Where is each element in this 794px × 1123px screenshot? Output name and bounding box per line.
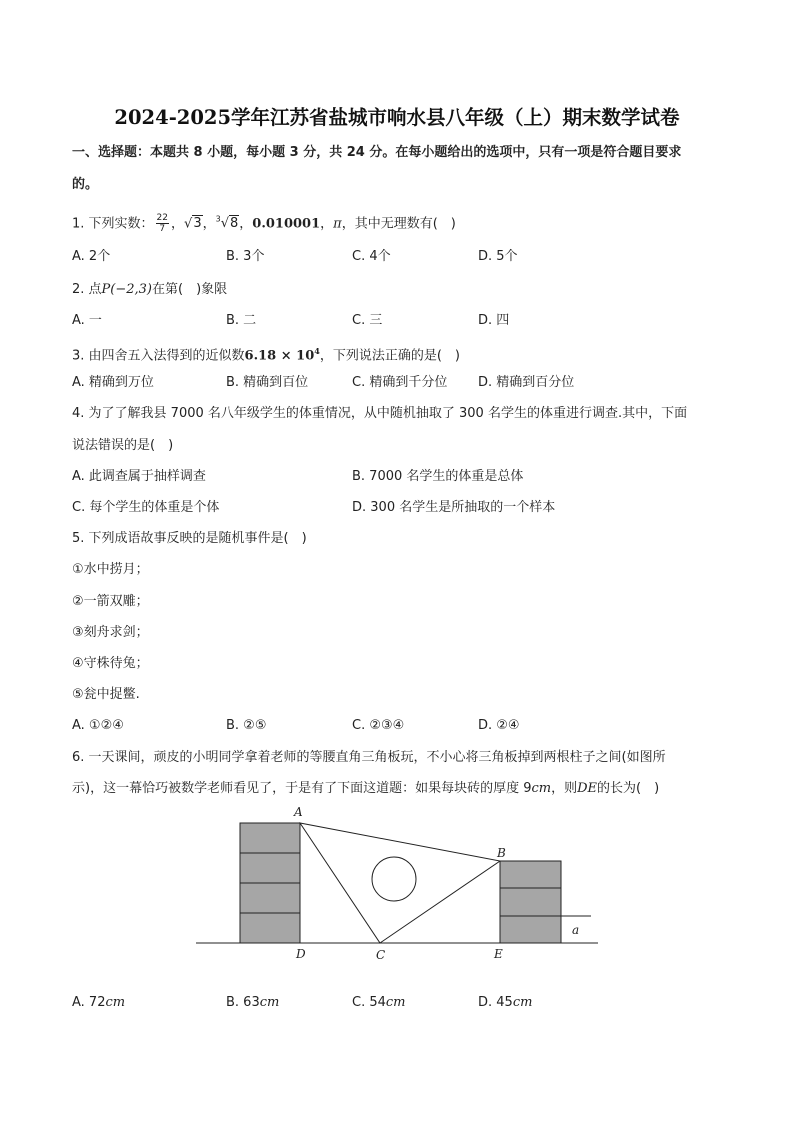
q4-option-c: C. 每个学生的体重是个体 bbox=[72, 500, 220, 515]
right-pillar bbox=[500, 861, 561, 943]
q6-option-a-value: A. 72 bbox=[72, 995, 106, 1010]
right-brick bbox=[500, 888, 561, 916]
approx-number: 6.18 × 10 bbox=[244, 348, 315, 364]
question-4-line1: 4. 为了了解我县 7000 名八年级学生的体重情况，从中随机抽取了 300 名学生的体重进行调查.其中，下面 bbox=[72, 406, 688, 421]
q6-option-c-value: C. 54 bbox=[352, 995, 386, 1010]
q2-option-a: A. 一 bbox=[72, 313, 102, 328]
right-brick bbox=[500, 916, 561, 943]
q6-option-b bbox=[226, 994, 279, 1012]
q6-option-b-value: B. 63 bbox=[226, 995, 260, 1010]
q4-option-a: A. 此调查属于抽样调查 bbox=[72, 469, 206, 484]
q1-option-b: B. 3个 bbox=[226, 249, 265, 264]
q1-prefix: 1. 下列实数： bbox=[72, 216, 154, 232]
q5-item-3: ③刻舟求剑； bbox=[72, 625, 149, 640]
left-brick bbox=[240, 853, 300, 883]
cube-root-8: $^3$√8 bbox=[215, 215, 239, 232]
q6-line2-text-c: 的长为( ) bbox=[597, 781, 660, 796]
q2-option-b: B. 二 bbox=[226, 313, 257, 328]
q3-option-c: C. 精确到千分位 bbox=[352, 375, 448, 390]
frac-denominator: 7 bbox=[159, 224, 166, 235]
q1-suffix: ，其中无理数有( ) bbox=[341, 216, 456, 232]
q5-option-b: B. ②⑤ bbox=[226, 718, 267, 733]
right-brick bbox=[500, 861, 561, 888]
q5-item-1: ①水中捞月； bbox=[72, 562, 149, 577]
q1-option-a: A. 2个 bbox=[72, 249, 111, 264]
question-6-line1: 6. 一天课间，顽皮的小明同学拿着老师的等腰直角三角板玩，不小心将三角板掉到两根柱子之间(如图所 bbox=[72, 750, 666, 765]
label-c: C bbox=[376, 948, 386, 962]
q3-option-d: D. 精确到百分位 bbox=[478, 375, 575, 390]
q6-option-c bbox=[352, 994, 406, 1012]
q6-unit: cm bbox=[531, 781, 552, 796]
q2-prefix: 2. 点 bbox=[72, 282, 102, 297]
label-e: E bbox=[494, 947, 503, 961]
question-4-line2: 说法错误的是( ) bbox=[72, 438, 174, 453]
approx-exponent: 4 bbox=[314, 346, 320, 356]
cbrt-index: 3 bbox=[215, 215, 221, 224]
label-d: D bbox=[296, 947, 306, 961]
q3-option-b: B. 精确到百位 bbox=[226, 375, 309, 390]
q5-item-2: ②一箭双雕； bbox=[72, 594, 149, 609]
question-5-stem: 5. 下列成语故事反映的是随机事件是( ) bbox=[72, 531, 307, 546]
sqrt-3: √3 bbox=[184, 216, 202, 232]
triangle-abc bbox=[300, 823, 500, 943]
q6-option-d bbox=[478, 994, 532, 1012]
label-b: B bbox=[497, 846, 506, 860]
left-brick bbox=[240, 883, 300, 913]
pi-symbol: π bbox=[333, 216, 342, 232]
q3-suffix: ，下列说法正确的是( ) bbox=[319, 348, 460, 364]
frac-numerator: 22 bbox=[156, 213, 168, 224]
question-1-stem: 1. 下列实数： $\frac{22}{7}$ ，√3，$^3$√8，0.010001，π，其中无理数有( ) bbox=[72, 213, 456, 235]
triangle-hole bbox=[372, 857, 416, 901]
q6-line2-text-a: 示)，这一幕恰巧被数学老师看见了，于是有了下面这道题：如果每块砖的厚度 9 bbox=[72, 781, 532, 796]
q5-item-5: ⑤瓮中捉鳖. bbox=[72, 687, 140, 702]
q6-option-a-unit: cm bbox=[105, 995, 126, 1010]
section-header-line2: 的。 bbox=[72, 177, 99, 192]
q4-option-d: D. 300 名学生是所抽取的一个样本 bbox=[352, 500, 556, 515]
section-header-line1: 一、选择题：本题共 8 小题，每小题 3 分，共 24 分。在每小题给出的选项中，只有一项是符合题目要求 bbox=[72, 145, 682, 160]
q1-option-c: C. 4个 bbox=[352, 249, 391, 264]
decimal-value: 0.010001 bbox=[252, 216, 321, 232]
q2-option-c: C. 三 bbox=[352, 313, 383, 328]
q2-option-d: D. 四 bbox=[478, 313, 510, 328]
q6-line2-text-b: ，则 bbox=[551, 781, 578, 796]
q6-segment-de: DE bbox=[577, 781, 598, 796]
point-p: P(−2,3) bbox=[101, 282, 153, 297]
left-pillar bbox=[240, 823, 300, 943]
q4-option-b: B. 7000 名学生的体重是总体 bbox=[352, 469, 524, 484]
q6-option-a bbox=[72, 994, 125, 1012]
q5-option-c: C. ②③④ bbox=[352, 718, 405, 733]
q5-option-d: D. ②④ bbox=[478, 718, 520, 733]
q5-option-a: A. ①②④ bbox=[72, 718, 124, 733]
label-a: A bbox=[294, 805, 303, 819]
page-title: 2024-2025学年江苏省盐城市响水县八年级（上）期末数学试卷 bbox=[114, 106, 680, 129]
left-brick bbox=[240, 913, 300, 943]
cbrt-radicand: 8 bbox=[230, 216, 239, 232]
q6-option-d-unit: cm bbox=[512, 995, 533, 1010]
q1-option-d: D. 5个 bbox=[478, 249, 518, 264]
q2-suffix: 在第( )象限 bbox=[152, 282, 228, 297]
label-a-lower: a bbox=[572, 923, 580, 937]
q3-prefix: 3. 由四舍五入法得到的近似数 bbox=[72, 348, 245, 364]
q6-option-d-value: D. 45 bbox=[478, 995, 513, 1010]
q6-option-c-unit: cm bbox=[385, 995, 406, 1010]
q3-option-a: A. 精确到万位 bbox=[72, 375, 154, 390]
sqrt-3-radicand: 3 bbox=[193, 216, 202, 232]
left-brick bbox=[240, 823, 300, 853]
q6-option-b-unit: cm bbox=[259, 995, 280, 1010]
q5-item-4: ④守株待兔； bbox=[72, 656, 149, 671]
